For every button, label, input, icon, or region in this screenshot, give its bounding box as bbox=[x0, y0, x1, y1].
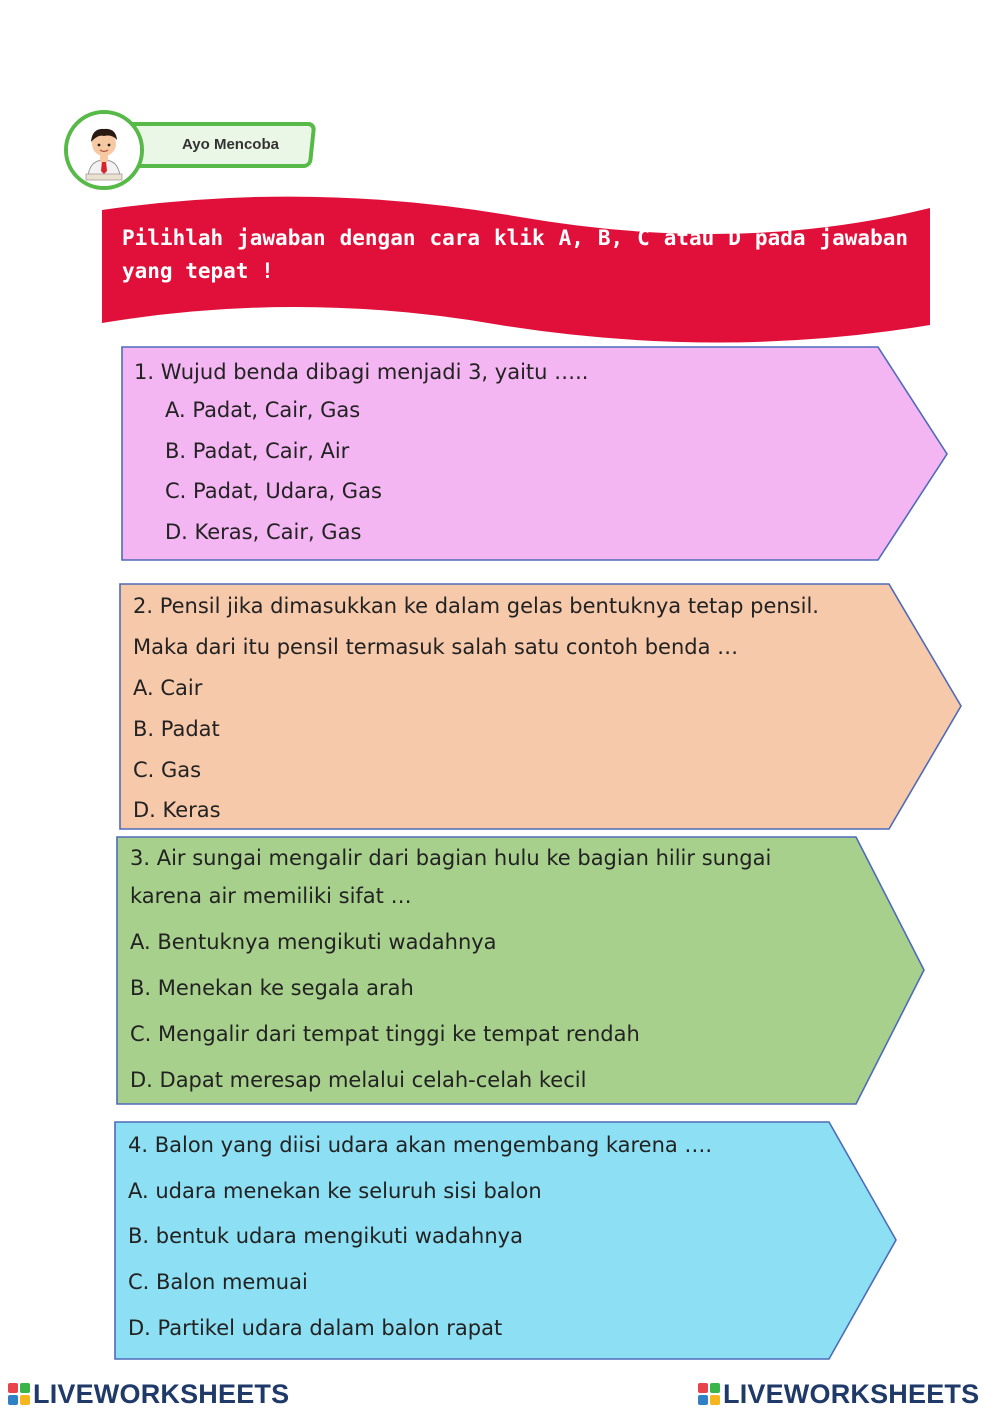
question-2-prompt-line2: Maka dari itu pensil termasuk salah satu contoh benda … bbox=[133, 635, 739, 659]
question-3-prompt-line2: karena air memiliki sifat … bbox=[130, 884, 412, 908]
q2-option-a[interactable]: A. Cair bbox=[133, 676, 203, 700]
q1-option-d[interactable]: D. Keras, Cair, Gas bbox=[165, 520, 362, 544]
brand-text-right: LIVEWORKSHEETS bbox=[723, 1378, 980, 1409]
question-3 bbox=[130, 845, 771, 1097]
q1-option-a[interactable]: A. Padat, Cair, Gas bbox=[165, 398, 361, 422]
question-1 bbox=[134, 357, 589, 549]
question-2 bbox=[133, 593, 819, 827]
question-1-prompt bbox=[134, 357, 589, 397]
q2-option-b[interactable]: B. Padat bbox=[133, 717, 220, 741]
question-4-prompt: 4. Balon yang diisi udara akan mengembang karena …. bbox=[128, 1133, 713, 1157]
liveworksheets-logo-right[interactable] bbox=[698, 1378, 979, 1410]
q4-option-a[interactable]: A. udara menekan ke seluruh sisi balon bbox=[128, 1179, 542, 1203]
badge-label: Ayo Mencoba bbox=[182, 136, 279, 153]
liveworksheets-mark-icon bbox=[698, 1383, 720, 1405]
instruction-text: Pilihlah jawaban dengan cara klik A, B, C atau D pada jawaban yang tepat ! bbox=[122, 226, 908, 283]
q2-option-c[interactable]: C. Gas bbox=[133, 758, 202, 782]
student-icon bbox=[64, 110, 144, 190]
q3-option-d[interactable]: D. Dapat meresap melalui celah-celah kecil bbox=[130, 1068, 587, 1092]
question-1-prompt-text: Wujud benda dibagi menjadi 3, yaitu ….. bbox=[160, 360, 589, 384]
question-1-number: 1. bbox=[134, 360, 155, 384]
question-3-prompt-line1: 3. Air sungai mengalir dari bagian hulu ke bagian hilir sungai bbox=[130, 846, 772, 870]
q4-option-c[interactable]: C. Balon memuai bbox=[128, 1270, 308, 1294]
liveworksheets-logo-left[interactable] bbox=[8, 1378, 289, 1410]
q1-option-c[interactable]: C. Padat, Udara, Gas bbox=[165, 479, 382, 503]
liveworksheets-mark-icon bbox=[8, 1383, 30, 1405]
activity-badge bbox=[62, 108, 322, 192]
q3-option-a[interactable]: A. Bentuknya mengikuti wadahnya bbox=[130, 930, 497, 954]
q3-option-b[interactable]: B. Menekan ke segala arah bbox=[130, 976, 414, 1000]
q4-option-b[interactable]: B. bentuk udara mengikuti wadahnya bbox=[128, 1224, 523, 1248]
q2-option-d[interactable]: D. Keras bbox=[133, 798, 221, 822]
q3-option-c[interactable]: C. Mengalir dari tempat tinggi ke tempat rendah bbox=[130, 1022, 640, 1046]
brand-text-left: LIVEWORKSHEETS bbox=[33, 1378, 290, 1409]
q1-option-b[interactable]: B. Padat, Cair, Air bbox=[165, 439, 350, 463]
question-4 bbox=[128, 1132, 712, 1345]
q4-option-d[interactable]: D. Partikel udara dalam balon rapat bbox=[128, 1316, 503, 1340]
question-2-prompt-line1: 2. Pensil jika dimasukkan ke dalam gelas bentuknya tetap pensil. bbox=[133, 594, 819, 618]
